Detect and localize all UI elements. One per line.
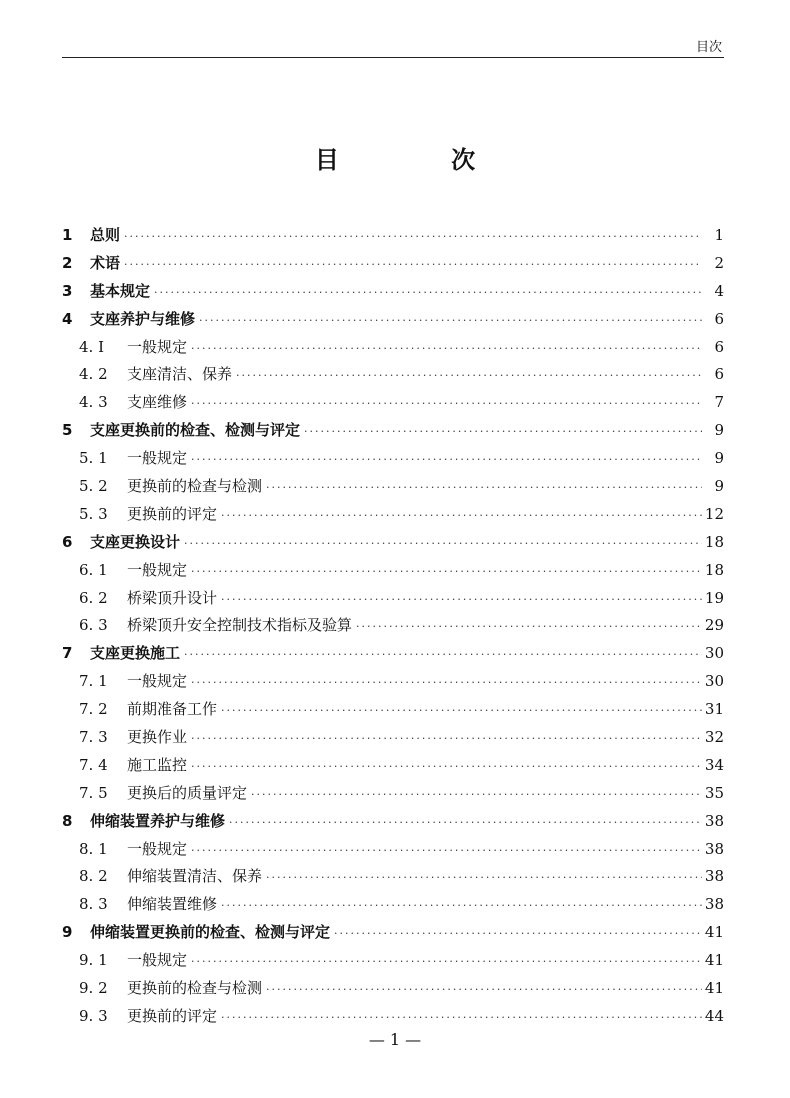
toc-entry-number: 7. 1 [79,672,108,691]
toc-entry-title: 一般规定 [127,449,188,468]
dot-leader [191,558,702,586]
toc-entry-title: 更换后的质量评定 [127,783,248,802]
dot-leader [251,781,702,809]
toc-entry-number: 6 [62,532,73,551]
toc-entry-page: 1 [714,226,724,244]
toc-section-entry[interactable] [62,752,724,780]
toc-entry-page: 18 [704,532,724,551]
toc-entry-number: 1 [62,226,73,244]
toc-entry-number: 9. 1 [79,951,108,970]
dot-leader [191,390,702,418]
toc-section-entry[interactable] [62,696,724,724]
toc-section-entry[interactable] [62,724,724,752]
dot-leader [199,307,702,335]
toc-section-entry[interactable] [62,445,724,473]
dot-leader [304,418,702,446]
toc-chapter-entry[interactable] [62,529,724,557]
toc-section-entry[interactable] [62,668,724,696]
toc-chapter-entry[interactable] [62,808,724,836]
toc-section-entry[interactable] [62,334,724,362]
dot-leader [191,948,702,976]
toc-entry-page: 2 [714,253,724,272]
toc-section-entry[interactable] [62,975,724,1003]
toc-entry-number: 8. 2 [79,867,108,886]
toc-entry-number: 4. 2 [79,365,108,384]
toc-entry-number: 5. 1 [79,449,108,468]
dot-leader [221,586,702,614]
toc-entry-title: 施工监控 [127,755,188,774]
toc-entry-page: 32 [704,728,724,747]
toc-entry-title: 更换前的检查与检测 [127,477,263,496]
toc-entry-page: 12 [704,504,724,523]
toc-chapter-entry[interactable] [62,417,724,445]
toc-entry-number: 8. 1 [79,839,108,858]
toc-entry-title: 伸缩装置更换前的检查、检测与评定 [90,923,331,942]
toc-entry-title: 术语 [90,253,121,272]
toc-entry-number: 7. 5 [79,783,108,802]
toc-entry-page: 6 [714,309,724,328]
toc-section-entry[interactable] [62,473,724,501]
toc-entry-title: 更换作业 [127,728,188,747]
toc-entry-page: 38 [704,839,724,858]
toc-entry-number: 5 [62,421,73,440]
toc-entry-title: 更换前的评定 [127,504,218,523]
toc-entry-page: 38 [704,867,724,886]
toc-entry-title: 伸缩装置清洁、保养 [127,867,263,886]
toc-entry-number: 4. I [79,337,105,356]
toc-entry-number: 7. 2 [79,700,108,719]
toc-entry-number: 5. 3 [79,504,108,523]
toc-chapter-entry[interactable] [62,222,724,250]
toc-entry-number: 6. 1 [79,560,108,579]
toc-entry-page: 30 [704,644,724,663]
toc-entry-title: 支座更换施工 [90,644,181,663]
toc-entry-number: 6. 3 [79,616,108,635]
toc-chapter-entry[interactable] [62,250,724,278]
toc-entry-number: 9 [62,923,73,942]
toc-entry-title: 前期准备工作 [127,700,218,719]
dot-leader [191,837,702,865]
table-of-contents [62,222,724,1031]
running-head: 目次 [695,40,722,55]
dot-leader [221,1004,702,1032]
toc-entry-title: 基本规定 [90,281,151,300]
toc-entry-page: 38 [704,895,724,914]
dot-leader [184,641,702,669]
toc-section-entry[interactable] [62,389,724,417]
toc-entry-page: 29 [704,616,724,635]
toc-section-entry[interactable] [62,1003,724,1031]
toc-section-entry[interactable] [62,361,724,389]
toc-entry-page: 9 [714,421,724,440]
toc-section-entry[interactable] [62,557,724,585]
toc-entry-title: 更换前的检查与检测 [127,979,263,998]
toc-section-entry[interactable] [62,947,724,975]
toc-entry-title: 支座更换前的检查、检测与评定 [90,421,301,440]
toc-entry-title: 一般规定 [127,560,188,579]
toc-entry-title: 更换前的评定 [127,1006,218,1025]
toc-entry-title: 支座更换设计 [90,532,181,551]
toc-entry-title: 总则 [90,226,121,244]
page-number: — 1 — [368,1030,422,1049]
toc-section-entry[interactable] [62,612,724,640]
toc-entry-title: 一般规定 [127,839,188,858]
dot-leader [124,251,702,279]
toc-entry-number: 7. 4 [79,755,108,774]
toc-entry-title: 一般规定 [127,672,188,691]
dot-leader [266,976,702,1004]
dot-leader [334,920,702,948]
toc-section-entry[interactable] [62,780,724,808]
toc-entry-page: 41 [704,951,724,970]
toc-entry-number: 6. 2 [79,588,108,607]
toc-entry-page: 34 [704,755,724,774]
dot-leader [154,279,702,307]
toc-entry-number: 4 [62,309,73,328]
toc-entry-page: 41 [704,979,724,998]
toc-entry-title: 桥梁顶升安全控制技术指标及验算 [127,616,353,635]
dot-leader [229,809,702,837]
toc-entry-title: 桥梁顶升设计 [127,588,218,607]
dot-leader [221,892,702,920]
dot-leader [221,502,702,530]
header-rule [62,57,724,58]
dot-leader [266,864,702,892]
toc-entry-number: 8. 3 [79,895,108,914]
toc-section-entry[interactable] [62,863,724,891]
dot-leader [191,753,702,781]
toc-entry-page: 9 [714,449,724,468]
toc-chapter-entry[interactable] [62,640,724,668]
dot-leader [191,725,702,753]
toc-entry-page: 4 [714,281,724,300]
toc-entry-page: 31 [704,700,724,719]
dot-leader [221,697,702,725]
toc-entry-number: 7 [62,644,73,663]
dot-leader [191,669,702,697]
toc-entry-page: 30 [704,672,724,691]
toc-entry-number: 3 [62,281,73,300]
toc-section-entry[interactable] [62,891,724,919]
toc-section-entry[interactable] [62,585,724,613]
toc-section-entry[interactable] [62,836,724,864]
dot-leader [124,223,702,251]
dot-leader [236,362,702,390]
toc-entry-page: 19 [704,588,724,607]
toc-entry-title: 支座养护与维修 [90,309,196,328]
toc-entry-title: 支座清洁、保养 [127,365,233,384]
toc-entry-number: 9. 2 [79,979,108,998]
toc-entry-number: 5. 2 [79,477,108,496]
toc-entry-number: 4. 3 [79,393,108,412]
toc-entry-page: 6 [714,337,724,356]
toc-entry-title: 支座维修 [127,393,188,412]
toc-entry-title: 一般规定 [127,951,188,970]
toc-chapter-entry[interactable] [62,919,724,947]
dot-leader [266,474,702,502]
toc-entry-title: 伸缩装置养护与维修 [90,811,226,830]
toc-entry-title: 一般规定 [127,337,188,356]
dot-leader [191,335,702,363]
toc-entry-number: 8 [62,811,73,830]
toc-entry-page: 44 [704,1006,724,1025]
toc-entry-number: 2 [62,253,73,272]
toc-entry-page: 18 [704,560,724,579]
toc-entry-number: 9. 3 [79,1006,108,1025]
dot-leader [184,530,702,558]
toc-entry-page: 6 [714,365,724,384]
toc-chapter-entry[interactable] [62,306,724,334]
toc-entry-page: 41 [704,923,724,942]
toc-entry-number: 7. 3 [79,728,108,747]
page-title: 目 次 [314,146,528,174]
toc-entry-page: 9 [714,477,724,496]
toc-entry-page: 7 [714,393,724,412]
toc-entry-title: 伸缩装置维修 [127,895,218,914]
toc-chapter-entry[interactable] [62,278,724,306]
toc-entry-page: 35 [704,783,724,802]
dot-leader [356,613,702,641]
dot-leader [191,446,702,474]
toc-section-entry[interactable] [62,501,724,529]
toc-entry-page: 38 [704,811,724,830]
